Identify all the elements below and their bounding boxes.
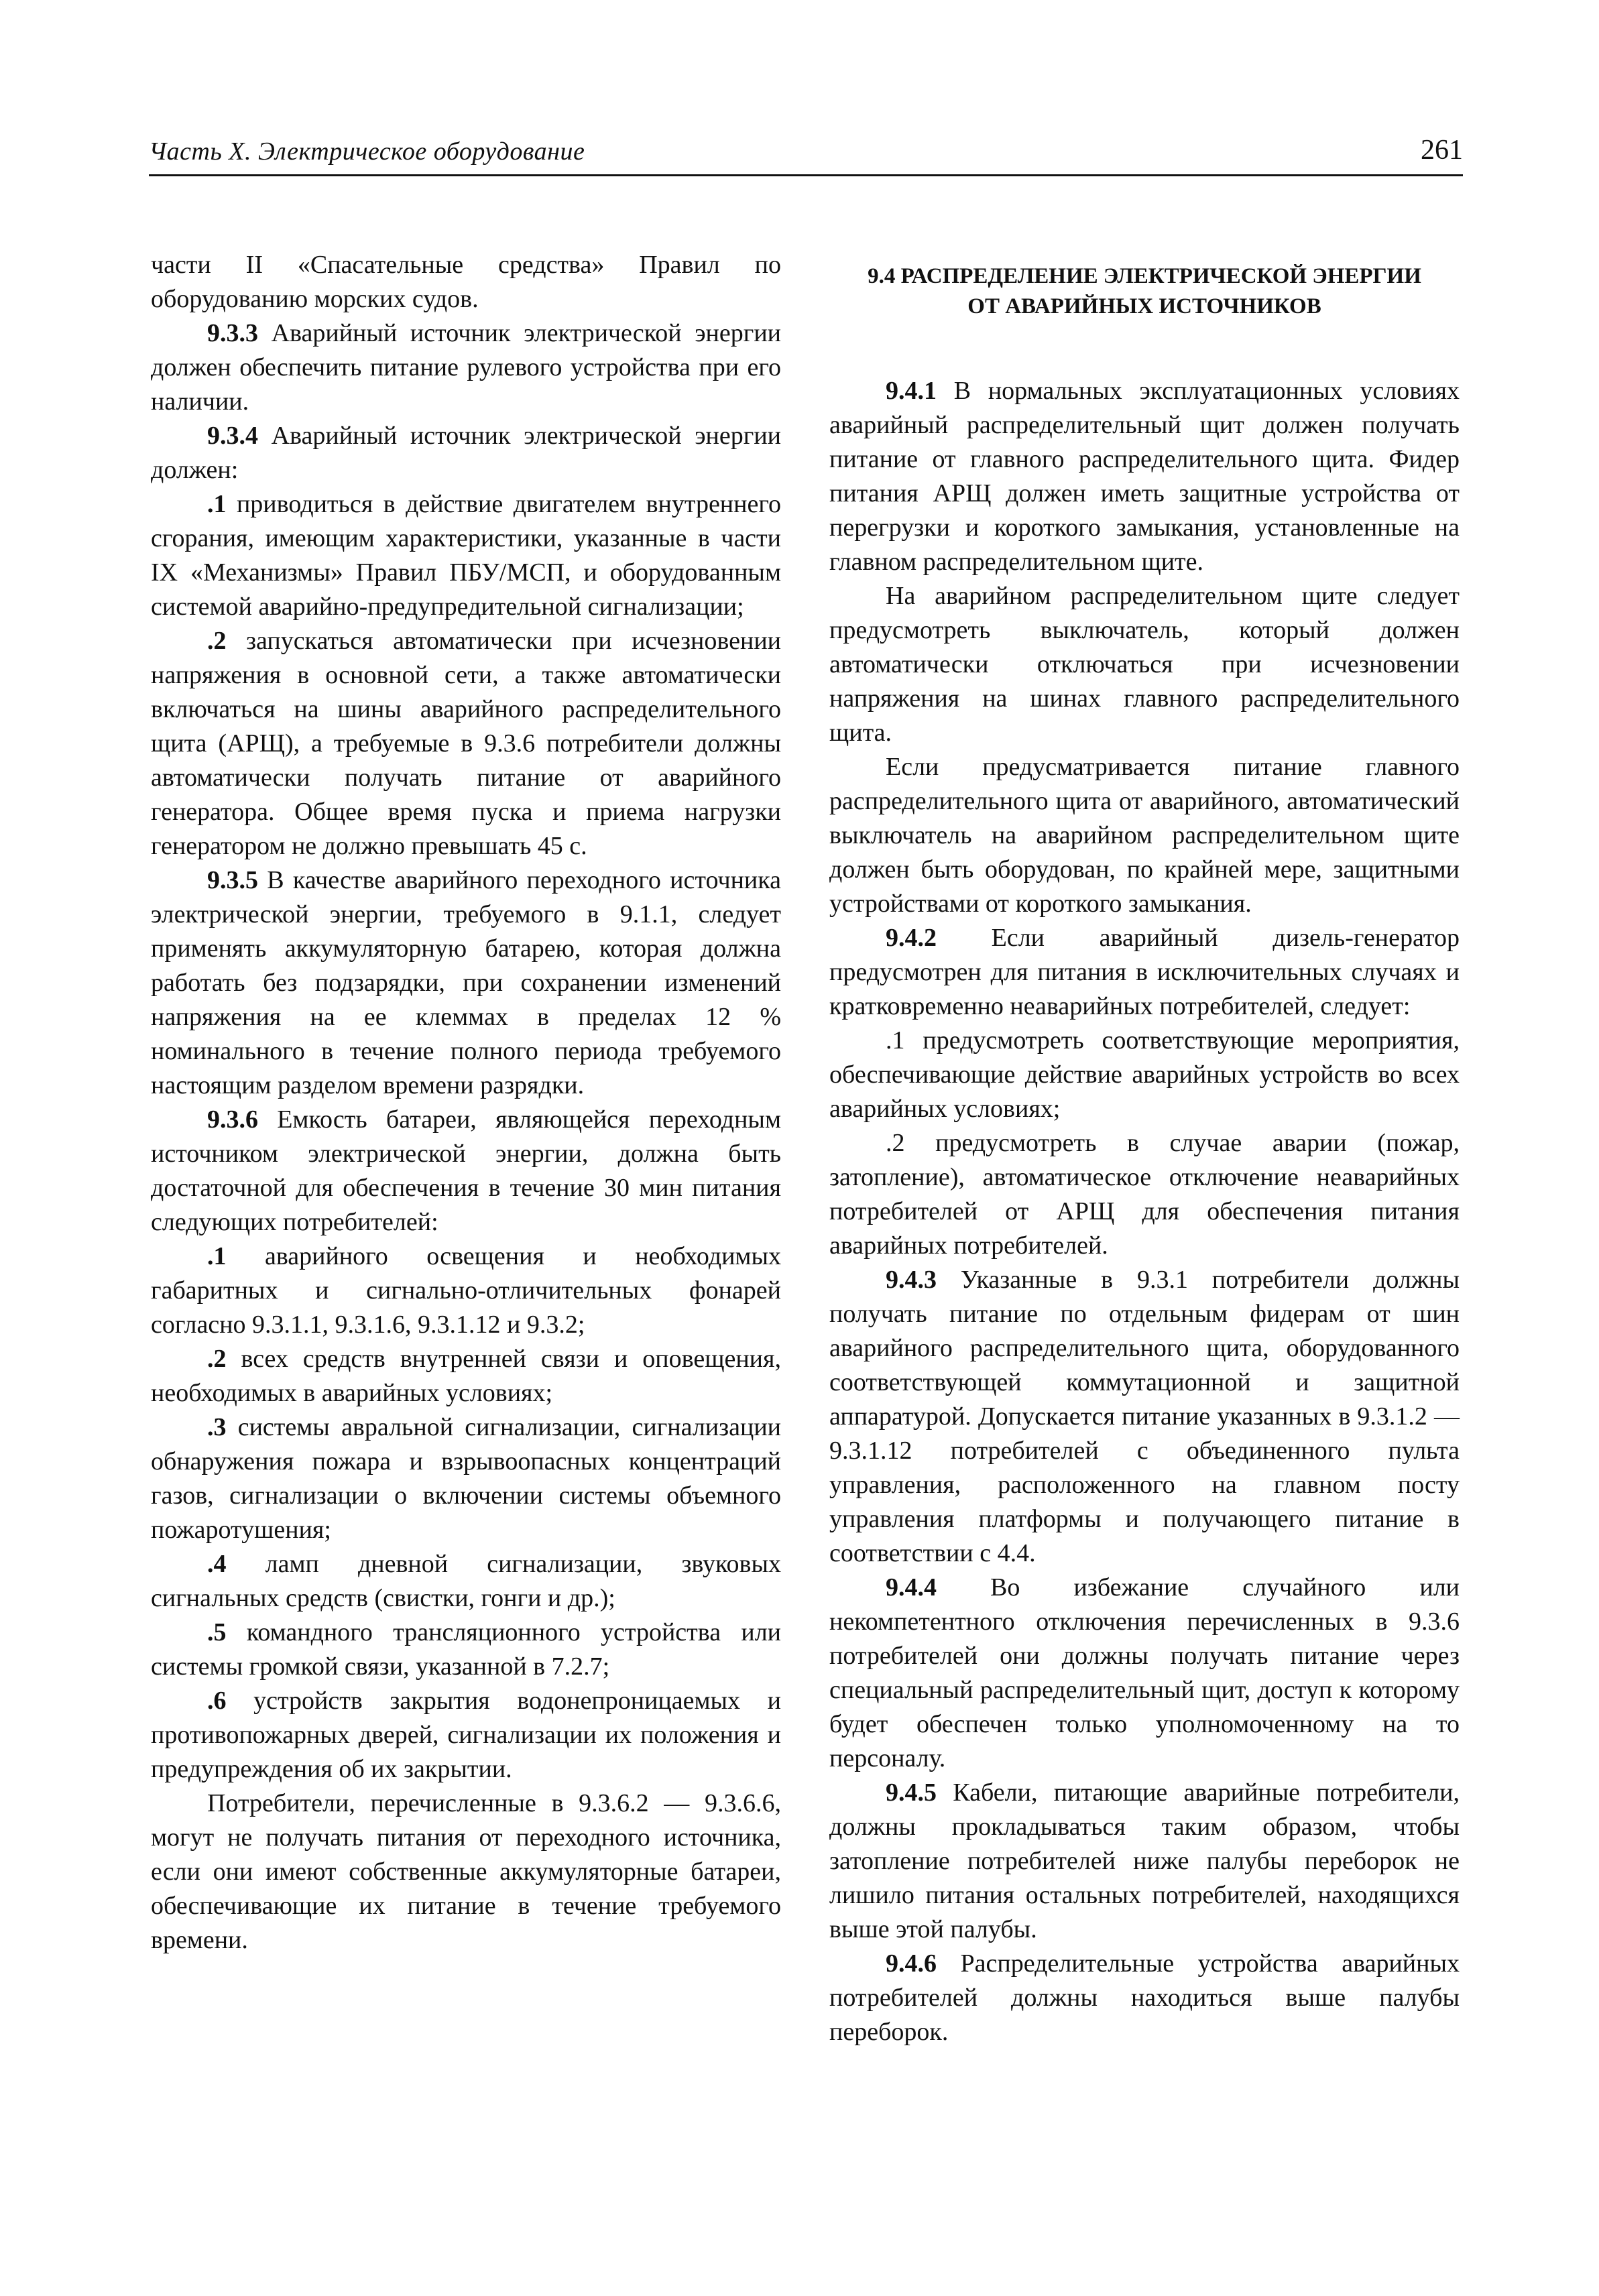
paragraph: части II «Спасательные средства» Правил по оборудованию морских судов.	[151, 251, 781, 313]
running-title: Часть X. Электрическое оборудование	[149, 137, 585, 166]
paragraph: .5 командного трансляционного устройства или системы громкой связи, указанной в 7.2.7;	[151, 1618, 781, 1681]
paragraph: 9.4.1 В нормальных эксплуатационных условиях аварийный распределительный щит должен получать питание от главного распределительного щита. Фидер питания АРЩ должен иметь защитные устройства от перегрузки и короткого замыкания, установленные на главном распределительном щите.	[829, 377, 1460, 576]
page-header	[149, 133, 1463, 176]
paragraph: .2 запускаться автоматически при исчезновении напряжения в основной сети, а также автоматически включаться на шины аварийного распределительного щита (АРЩ), а требуемые в 9.3.6 потребители должны автоматически получать питание от аварийного генератора. Общее время пуска и приема нагрузки генератором не должно превышать 45 с.	[151, 627, 781, 860]
section-heading: 9.4 РАСПРЕДЕЛЕНИЕ ЭЛЕКТРИЧЕСКОЙ ЭНЕРГИИ ОТ АВАРИЙНЫХ ИСТОЧНИКОВ	[868, 264, 1421, 318]
paragraph: .1 приводиться в действие двигателем внутреннего сгорания, имеющим характеристики, указанные в части IX «Механизмы» Правил ПБУ/МСП, и оборудованным системой аварийно-предупредительной сигнализации;	[151, 490, 781, 621]
paragraph: 9.4.6 Распределительные устройства аварийных потребителей должны находиться выше палубы переборок.	[829, 1949, 1460, 2046]
paragraph: Если предусматривается питание главного распределительного щита от аварийного, автоматический выключатель на аварийном распределительном щите должен быть оборудован, по крайней мере, защитными устройствами от короткого замыкания.	[829, 753, 1460, 918]
left-column	[151, 248, 781, 1957]
paragraph: 9.3.6 Емкость батареи, являющейся переходным источником электрической энергии, должна быть достаточной для обеспечения в течение 30 мин питания следующих потребителей:	[151, 1105, 781, 1236]
paragraph: .1 аварийного освещения и необходимых габаритных и сигнально-отличительных фонарей согласно 9.3.1.1, 9.3.1.6, 9.3.1.12 и 9.3.2;	[151, 1242, 781, 1339]
paragraph: .1 предусмотреть соответствующие мероприятия, обеспечивающие действие аварийных устройств во всех аварийных условиях;	[829, 1026, 1460, 1123]
paragraph: 9.4.5 Кабели, питающие аварийные потребители, должны прокладываться таким образом, чтобы затопление потребителей ниже палубы переборок не лишило питания остальных потребителей, находящихся выше этой палубы.	[829, 1778, 1460, 1943]
paragraph: На аварийном распределительном щите следует предусмотреть выключатель, который должен автоматически отключаться при исчезновении напряжения на шинах главного распределительного щита.	[829, 582, 1460, 747]
paragraph: Потребители, перечисленные в 9.3.6.2 — 9.3.6.6, могут не получать питания от переходного источника, если они имеют собственные аккумуляторные батареи, обеспечивающие их питание в течение требуемого времени.	[151, 1789, 781, 1954]
paragraph: 9.3.3 Аварийный источник электрической энергии должен обеспечить питание рулевого устройства при его наличии.	[151, 319, 781, 416]
paragraph: 9.4.2 Если аварийный дизель-генератор предусмотрен для питания в исключительных случаях и кратковременно неаварийных потребителей, следует:	[829, 924, 1460, 1020]
paragraph: .4 ламп дневной сигнализации, звуковых сигнальных средств (свистки, гонги и др.);	[151, 1550, 781, 1612]
paragraph: .2 предусмотреть в случае аварии (пожар, затопление), автоматическое отключение неаварийных потребителей от АРЩ для обеспечения питания аварийных потребителей.	[829, 1129, 1460, 1260]
paragraph: 9.3.5 В качестве аварийного переходного источника электрической энергии, требуемого в 9.1.1, следует применять аккумуляторную батарею, которая должна работать без подзарядки, при сохранении изменений напряжения на ее клеммах в пределах 12 % номинального в течение полного периода требуемого настоящим разделом времени разрядки.	[151, 866, 781, 1099]
paragraph: .6 устройств закрытия водонепроницаемых и противопожарных дверей, сигнализации их положения и предупреждения об их закрытии.	[151, 1687, 781, 1783]
paragraph: 9.4.4 Во избежание случайного или некомпетентного отключения перечисленных в 9.3.6 потребителей они должны получать питание через специальный распределительный щит, доступ к которому будет обеспечен только уполномоченному на то персоналу.	[829, 1573, 1460, 1772]
paragraph: .2 всех средств внутренней связи и оповещения, необходимых в аварийных условиях;	[151, 1345, 781, 1407]
paragraph: 9.3.4 Аварийный источник электрической энергии должен:	[151, 422, 781, 484]
paragraph: 9.4.3 Указанные в 9.3.1 потребители должны получать питание по отдельным фидерам от шин аварийного распределительного щита, оборудованного соответствующей коммутационной и защитной аппаратурой. Допускается питание указанных в 9.3.1.2 — 9.3.1.12 потребителей с объединенного пульта управления, расположенного на главном посту управления платформы и получающего питание в соответствии с 4.4.	[829, 1266, 1460, 1567]
right-column	[829, 248, 1460, 2049]
page-number: 261	[1421, 135, 1463, 166]
paragraph: .3 системы авральной сигнализации, сигнализации обнаружения пожара и взрывоопасных концентраций газов, сигнализации о включении системы объемного пожаротушения;	[151, 1413, 781, 1544]
